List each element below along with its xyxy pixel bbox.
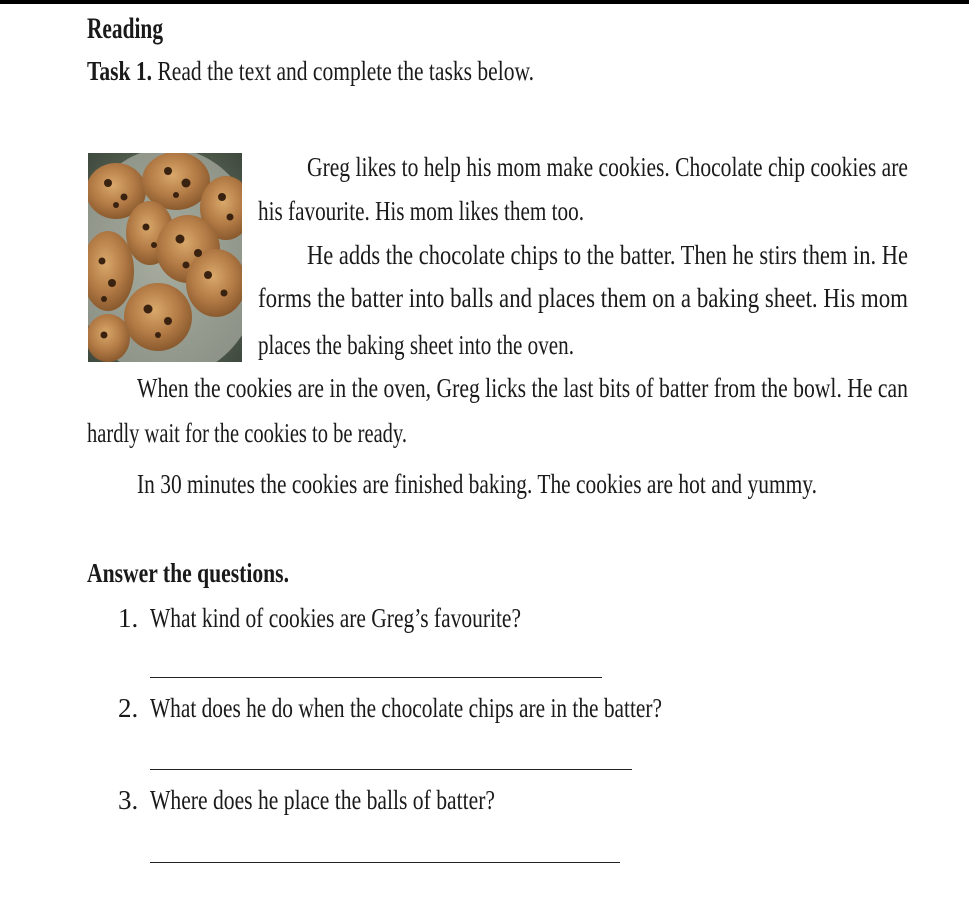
task-instruction (87, 58, 534, 85)
answer-line-3[interactable] (150, 862, 620, 863)
question-1-text: What kind of cookies are Greg’s favourite? (150, 603, 521, 633)
question-2-number: 2. (118, 693, 139, 723)
question-3-text: Where does he place the balls of batter? (150, 785, 495, 815)
answer-line-1[interactable] (150, 677, 602, 678)
passage-line-8: In 30 minutes the cookies are finished baking. The cookies are hot and yummy. (137, 469, 817, 499)
cookies-photo (88, 153, 242, 362)
question-1-number: 1. (118, 603, 139, 633)
section-title: Reading (87, 12, 163, 45)
questions-heading: Answer the questions. (87, 558, 289, 588)
passage-line-2: his favourite. His mom likes them too. (258, 196, 584, 226)
passage-line-1: Greg likes to help his mom make cookies. Chocolate chip cookies are (307, 152, 908, 182)
task-label: Task 1. (87, 56, 153, 86)
passage-line-5: places the baking sheet into the oven. (258, 330, 574, 360)
chocolate-chip-cookies-photo (88, 153, 242, 362)
question-3-number: 3. (118, 785, 139, 815)
passage-line-7: hardly wait for the cookies to be ready. (87, 418, 407, 448)
passage-line-3: He adds the chocolate chips to the batter. Then he stirs them in. He (307, 240, 908, 270)
top-border (0, 0, 969, 4)
passage-line-4: forms the batter into balls and places them on a baking sheet. His mom (258, 283, 908, 313)
answer-line-2[interactable] (150, 769, 632, 770)
task-instruction-text: Read the text and complete the tasks below. (157, 56, 534, 86)
question-2-text: What does he do when the chocolate chips are in the batter? (150, 693, 662, 723)
passage-line-6: When the cookies are in the oven, Greg licks the last bits of batter from the bowl. He can (137, 373, 908, 403)
